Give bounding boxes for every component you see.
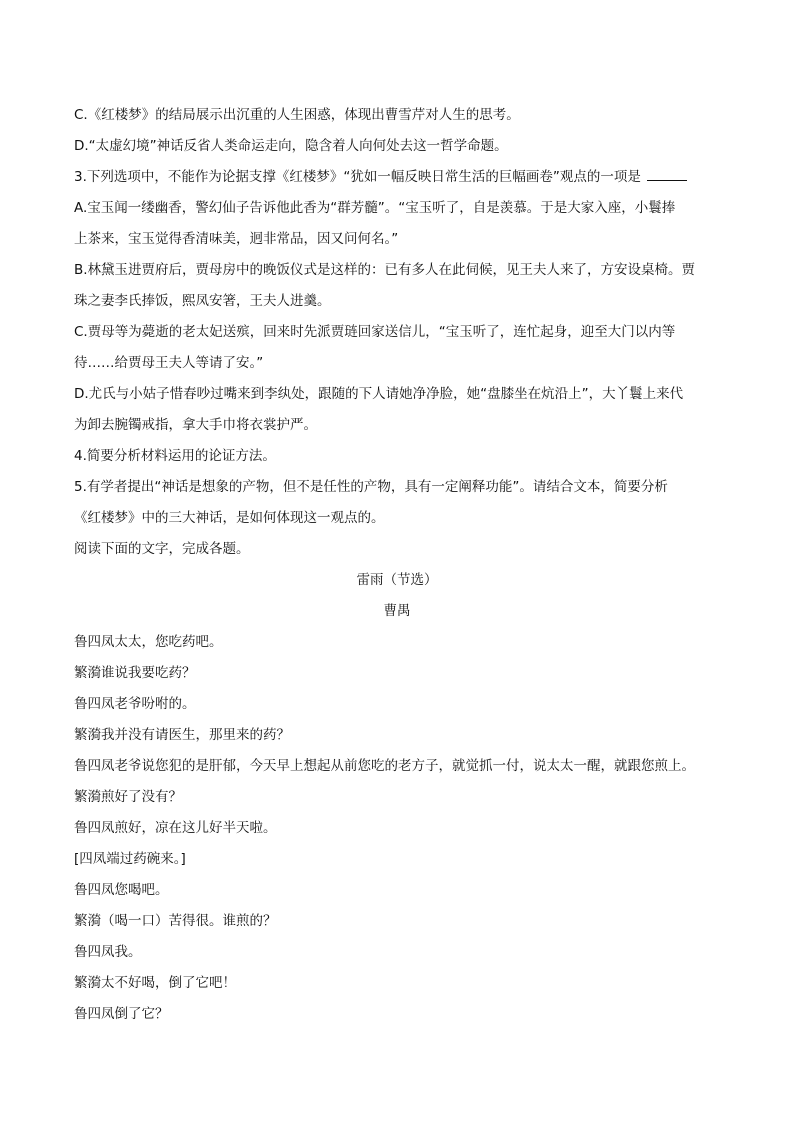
option-b-line-1: B.林黛玉进贾府后，贾母房中的晚饭仪式是这样的：已有多人在此伺候，见王夫人来了，方安设桌椅。贾 [74, 262, 696, 278]
answer-blank [647, 168, 687, 181]
option-d-statement: D.“太虚幻境”神话反省人类命运走向，隐含着人向何处去这一哲学命题。 [74, 138, 508, 154]
dialogue-line: 鲁四凤您喝吧。 [74, 882, 169, 898]
option-b-line-2: 珠之妻李氏捧饭，熙凤安箸，王夫人进羹。 [74, 293, 331, 309]
dialogue-line: 鲁四凤太太，您吃药吧。 [74, 634, 223, 650]
question-3 [74, 162, 720, 193]
passage-author: 曹禺 [383, 603, 411, 619]
question-3-text: 3.下列选项中，不能作为论据支撑《红楼梦》“犹如一幅反映日常生活的巨幅画卷”观点的一项是 [74, 169, 641, 185]
dialogue-line: 鲁四凤煎好，凉在这儿好半天啦。 [74, 820, 277, 836]
option-c-line-1: C.贾母等为薨逝的老太妃送殡，回来时先派贾琏回家送信儿，“宝玉听了，连忙起身，迎至大门以内等 [74, 324, 676, 340]
document-body [74, 100, 720, 1030]
dialogue-line: 繁漪谁说我要吃药？ [74, 665, 196, 681]
option-a-line-1: A.宝玉闻一缕幽香，警幻仙子告诉他此香为“群芳髓”。“宝玉听了，自是羡慕。于是大家入座，小鬟捧 [74, 200, 676, 216]
dialogue-line: 繁漪我并没有请医生，那里来的药？ [74, 727, 290, 743]
option-c-statement: C.《红楼梦》的结局展示出沉重的人生困惑，体现出曹雪芹对人生的思考。 [74, 107, 520, 123]
question-4: 4.简要分析材料运用的论证方法。 [74, 448, 276, 464]
reading-instruction: 阅读下面的文字，完成各题。 [74, 541, 250, 557]
option-c-line-2: 待……给贾母王夫人等请了安。” [74, 355, 264, 371]
option-d-line-1: D.尤氏与小姑子惜春吵过嘴来到李纨处，跟随的下人请她净净脸，她“盘膝坐在炕沿上”，大丫鬟上来代 [74, 386, 684, 402]
dialogue-line: 鲁四凤我。 [74, 944, 142, 960]
dialogue-line: 繁漪太不好喝，倒了它吧！ [74, 975, 236, 991]
option-d-line-2: 为卸去腕镯戒指，拿大手巾将衣裳护严。 [74, 417, 317, 433]
question-5-line-2: 《红楼梦》中的三大神话，是如何体现这一观点的。 [74, 510, 385, 526]
option-a-line-2: 上茶来，宝玉觉得香清味美，迥非常品，因又问何名。” [74, 231, 399, 247]
dialogue-line: 鲁四凤老爷说您犯的是肝郁，今天早上想起从前您吃的老方子，就觉抓一付，说太太一醒，就跟您煎上。 [74, 758, 695, 774]
dialogue-line: 鲁四凤倒了它？ [74, 1006, 169, 1022]
question-5-line-1: 5.有学者提出“神话是想象的产物，但不是任性的产物，具有一定阐释功能”。请结合文本，简要分析 [74, 479, 668, 495]
passage-title: 雷雨（节选） [356, 572, 438, 588]
dialogue-line: 繁漪（喝一口）苦得很。谁煎的？ [74, 913, 277, 929]
dialogue-line: 繁漪煎好了没有？ [74, 789, 182, 805]
dialogue-line: 鲁四凤老爷吩咐的。 [74, 696, 196, 712]
stage-direction: [四凤端过药碗来。] [74, 851, 186, 867]
